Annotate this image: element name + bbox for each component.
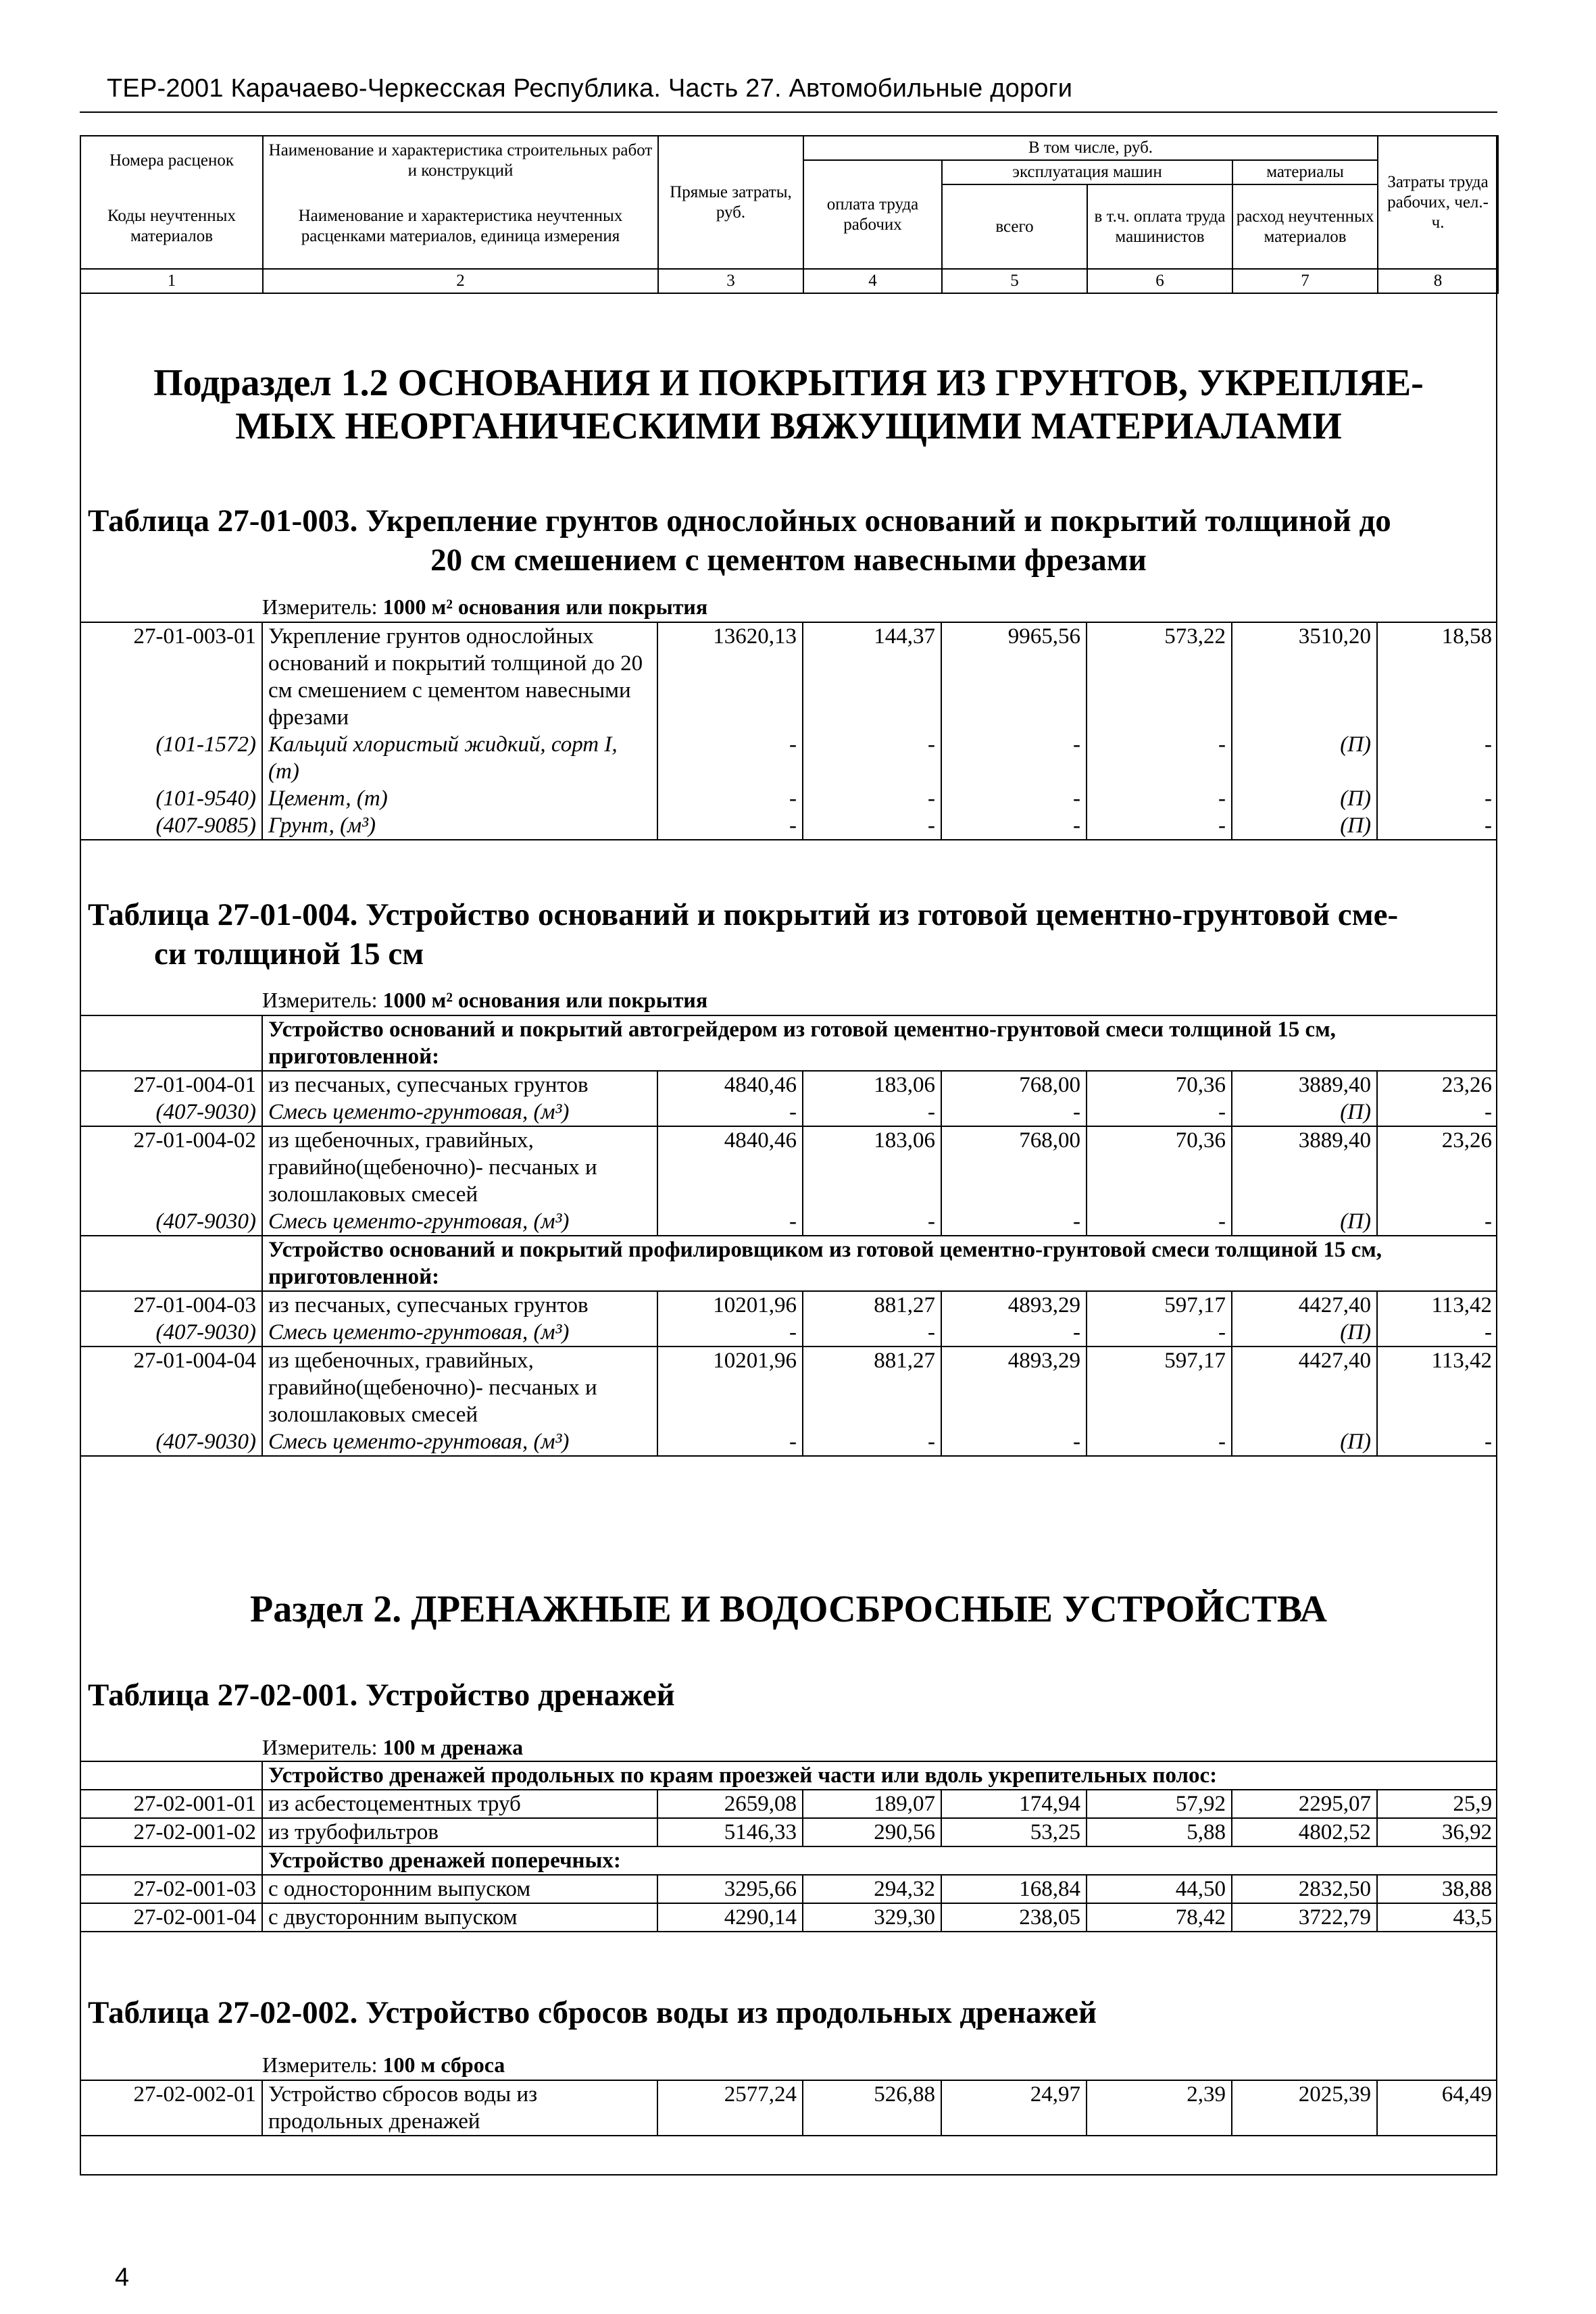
- row-value-c4: 526,88: [803, 2080, 941, 2136]
- table-201-title: [80, 1676, 1497, 1715]
- row-value-c7: 3889,40: [1232, 1071, 1377, 1099]
- row-value-c3: -: [657, 1428, 803, 1456]
- row-value-c3: -: [657, 1319, 803, 1347]
- row-value-c5: -: [941, 812, 1087, 840]
- table-row: [80, 1208, 1497, 1236]
- row-value-c5: -: [941, 785, 1087, 812]
- row-value-c4: 294,32: [803, 1875, 941, 1903]
- row-value-c5: 24,97: [941, 2080, 1087, 2136]
- row-code: 27-01-004-04: [80, 1347, 262, 1428]
- row-value-c8: 36,92: [1377, 1818, 1497, 1846]
- row-value-c6: 573,22: [1087, 622, 1232, 731]
- col-name: Наименование и характеристика строительных работ и конструкций: [263, 136, 658, 184]
- row-value-c6: 70,36: [1087, 1126, 1232, 1208]
- row-name: с двусторонним выпуском: [262, 1903, 657, 1932]
- table-003-title-line1: Таблица 27-01-003. Укрепление грунтов однослойных оснований и покрытий толщиной до: [88, 503, 1391, 538]
- measure-label: Измеритель:: [262, 2053, 383, 2077]
- col-labor: Затраты труда рабочих, чел.-ч.: [1378, 136, 1498, 269]
- col-num-8: 8: [1378, 269, 1498, 293]
- col-incl: В том числе, руб.: [803, 136, 1378, 160]
- row-value-c3: -: [657, 785, 803, 812]
- measure-value: 100 м сброса: [382, 2053, 505, 2077]
- row-code: 27-01-003-01: [80, 622, 262, 731]
- table-201-measure: [262, 1735, 523, 1760]
- row-value-c8: 25,9: [1377, 1790, 1497, 1818]
- row-value-c8: 38,88: [1377, 1875, 1497, 1903]
- row-name: из щебеночных, гравийных, гравийно(щебеночно)- песчаных и золошлаковых смесей: [262, 1126, 657, 1208]
- table-003-title: [80, 501, 1497, 580]
- row-value-c3: 13620,13: [657, 622, 803, 731]
- group-heading: Устройство оснований и покрытий профилировщиком из готовой цементно-грунтовой смеси толщиной 15 см, приготовленной:: [262, 1236, 1497, 1291]
- col-name2: Наименование и характеристика неучтенных расценками материалов, единица измерения: [263, 184, 658, 269]
- row-value-c5: 174,94: [941, 1790, 1087, 1818]
- row-value-c7: 3722,79: [1232, 1903, 1377, 1932]
- col-machines: эксплуатация машин: [942, 160, 1232, 184]
- row-value-c5: 9965,56: [941, 622, 1087, 731]
- row-value-c3: 4290,14: [657, 1903, 803, 1932]
- row-name: Цемент, (т): [262, 785, 657, 812]
- row-value-c5: 168,84: [941, 1875, 1087, 1903]
- section-2-heading: Раздел 2. ДРЕНАЖНЫЕ И ВОДОСБРОСНЫЕ УСТРОЙСТВА: [250, 1588, 1327, 1630]
- row-value-c4: 144,37: [803, 622, 941, 731]
- row-value-c7: (П): [1232, 1319, 1377, 1347]
- row-value-c8: -: [1485, 1100, 1493, 1124]
- table-row: [80, 1875, 1497, 1903]
- col-num-6: 6: [1087, 269, 1232, 293]
- row-value-c8: 113,42: [1377, 1347, 1497, 1428]
- table-row: [80, 1319, 1497, 1347]
- row-value-c4: -: [803, 1319, 941, 1347]
- table-201: [80, 1761, 1497, 1932]
- row-value-c7: 2295,07: [1232, 1790, 1377, 1818]
- header-rule: [80, 111, 1497, 113]
- row-value-c5: 4893,29: [941, 1291, 1087, 1319]
- row-value-c8: -: [1377, 1428, 1497, 1456]
- measure-value: 100 м дренажа: [382, 1735, 524, 1759]
- table-row: [80, 731, 1497, 785]
- row-value-c8: 23,26: [1377, 1071, 1497, 1099]
- row-value-c4: 189,07: [803, 1790, 941, 1818]
- row-code: 27-02-001-02: [80, 1818, 262, 1846]
- row-value-c3: 3295,66: [657, 1875, 803, 1903]
- row-value-c3: 2659,08: [657, 1790, 803, 1818]
- table-row: [80, 1347, 1497, 1428]
- row-name: Устройство сбросов воды из продольных дренажей: [262, 2080, 657, 2136]
- measure-label: Измеритель:: [262, 595, 383, 619]
- table-004-measure: [262, 988, 707, 1013]
- row-value-c6: 78,42: [1087, 1903, 1232, 1932]
- row-value-c5: -: [941, 731, 1087, 785]
- row-code: (407-9085): [80, 812, 262, 840]
- col-num-2: 2: [263, 269, 658, 293]
- row-code: (407-9030): [80, 1428, 262, 1456]
- row-value-c4: -: [803, 785, 941, 812]
- row-value-c7: (П): [1232, 785, 1377, 812]
- row-code: 27-02-001-01: [80, 1790, 262, 1818]
- row-value-c3: 10201,96: [657, 1291, 803, 1319]
- row-name: Смесь цементо-грунтовая, (м³): [262, 1319, 657, 1347]
- row-value-c6: 597,17: [1087, 1291, 1232, 1319]
- row-name: Смесь цементо-грунтовая, (м³): [262, 1099, 657, 1126]
- row-value-c4: 881,27: [803, 1291, 941, 1319]
- row-value-c7: 3510,20: [1232, 622, 1377, 731]
- row-value-c8: 64,49: [1377, 2080, 1497, 2136]
- table-003: [80, 622, 1497, 840]
- row-value-c6: 57,92: [1087, 1790, 1232, 1818]
- table-row: [80, 2080, 1497, 2136]
- row-value-c6: -: [1087, 1208, 1232, 1236]
- row-code: 27-02-001-03: [80, 1875, 262, 1903]
- table-row-spacer: [80, 1236, 262, 1291]
- row-value-c8: -: [1485, 732, 1492, 757]
- row-value-c4: -: [803, 731, 941, 785]
- col-numbers: Номера расценок: [80, 136, 263, 184]
- row-code: 27-01-004-03: [80, 1291, 262, 1319]
- row-value-c6: 2,39: [1087, 2080, 1232, 2136]
- row-value-c5: -: [941, 1099, 1087, 1126]
- row-name: из песчаных, супесчаных грунтов: [262, 1291, 657, 1319]
- row-value-c4: 290,56: [803, 1818, 941, 1846]
- col-num-3: 3: [658, 269, 803, 293]
- row-name: Смесь цементо-грунтовая, (м³): [262, 1208, 657, 1236]
- row-value-c7: (П): [1232, 1099, 1377, 1126]
- row-code: 27-02-002-01: [80, 2080, 262, 2136]
- row-value-c8: -: [1377, 812, 1497, 840]
- measure-label: Измеритель:: [262, 988, 383, 1012]
- row-name: из трубофильтров: [262, 1818, 657, 1846]
- table-202-title: [80, 1993, 1497, 2032]
- row-value-c6: -: [1087, 812, 1232, 840]
- row-value-c8: -: [1485, 1320, 1493, 1344]
- col-num-5: 5: [942, 269, 1087, 293]
- measure-value: 1000 м² основания или покрытия: [382, 988, 708, 1012]
- row-value-c4: -: [803, 1208, 941, 1236]
- table-004: [80, 1015, 1497, 1457]
- page-number: 4: [115, 2263, 130, 2292]
- col-direct: Прямые затраты, руб.: [658, 136, 803, 269]
- row-value-c7: 3889,40: [1232, 1126, 1377, 1208]
- row-code: (101-9540): [80, 785, 262, 812]
- row-name: из щебеночных, гравийных, гравийно(щебеночно)- песчаных и золошлаковых смесей: [262, 1347, 657, 1428]
- row-value-c7: 4427,40: [1232, 1347, 1377, 1428]
- row-value-c5: 768,00: [941, 1071, 1087, 1099]
- row-value-c6: -: [1087, 1099, 1232, 1126]
- row-name: Грунт, (м³): [262, 812, 657, 840]
- row-value-c5: 768,00: [941, 1126, 1087, 1208]
- col-num-7: 7: [1232, 269, 1378, 293]
- running-title: ТЕР-2001 Карачаево-Черкесская Республика. Часть 27. Автомобильные дороги: [107, 74, 1073, 103]
- row-value-c7: (П): [1232, 812, 1377, 840]
- row-code: 27-02-001-04: [80, 1903, 262, 1932]
- row-value-c5: 53,25: [941, 1818, 1087, 1846]
- row-value-c3: -: [657, 1099, 803, 1126]
- table-003-measure: [262, 595, 707, 620]
- row-code: (101-1572): [80, 731, 262, 785]
- table-201-title-text: Таблица 27-02-001. Устройство дренажей: [88, 1678, 675, 1713]
- row-value-c8: 43,5: [1377, 1903, 1497, 1932]
- subsection-heading-line1: Подраздел 1.2 ОСНОВАНИЯ И ПОКРЫТИЯ ИЗ ГРУНТОВ, УКРЕПЛЯЕ-: [153, 362, 1424, 404]
- row-value-c6: 44,50: [1087, 1875, 1232, 1903]
- row-value-c4: -: [803, 1428, 941, 1456]
- row-value-c8: 23,26: [1377, 1126, 1497, 1208]
- row-value-c3: 4840,46: [657, 1071, 803, 1099]
- row-value-c3: -: [657, 1208, 803, 1236]
- col-codes: Коды неучтенных материалов: [80, 184, 263, 269]
- table-row: [80, 785, 1497, 812]
- row-value-c7: (П): [1232, 1208, 1377, 1236]
- col-wages: оплата труда рабочих: [803, 160, 942, 269]
- col-num-4: 4: [803, 269, 942, 293]
- table-004-title-line1: Таблица 27-01-004. Устройство оснований и покрытий из готовой цементно-грунтовой сме-: [88, 897, 1399, 932]
- table-row-spacer: [80, 1846, 262, 1875]
- row-value-c5: -: [941, 1428, 1087, 1456]
- measure-value: 1000 м² основания или покрытия: [382, 595, 708, 619]
- row-code: (407-9030): [80, 1319, 262, 1347]
- row-name: Укрепление грунтов однослойных оснований и покрытий толщиной до 20 см смешением с цементом навесными фрезами: [262, 622, 657, 731]
- row-value-c3: 2577,24: [657, 2080, 803, 2136]
- row-code: (407-9030): [80, 1208, 262, 1236]
- table-row: [80, 1071, 1497, 1099]
- table-004-title: [80, 895, 1497, 974]
- row-value-c7: 2832,50: [1232, 1875, 1377, 1903]
- row-value-c5: -: [941, 1208, 1087, 1236]
- row-value-c4: 183,06: [803, 1126, 941, 1208]
- row-value-c3: 4840,46: [657, 1126, 803, 1208]
- group-heading: Устройство дренажей поперечных:: [262, 1846, 1497, 1875]
- row-code: (407-9030): [80, 1099, 262, 1126]
- row-value-c4: -: [803, 812, 941, 840]
- group-heading: Устройство дренажей продольных по краям проезжей части или вдоль укрепительных полос:: [262, 1761, 1497, 1790]
- row-value-c3: 5146,33: [657, 1818, 803, 1846]
- table-row: [80, 1818, 1497, 1846]
- row-value-c5: 4893,29: [941, 1347, 1087, 1428]
- table-row: [80, 622, 1497, 731]
- subsection-heading: [80, 361, 1497, 448]
- row-value-c7: 4427,40: [1232, 1291, 1377, 1319]
- col-num-1: 1: [80, 269, 263, 293]
- row-value-c3: -: [657, 731, 803, 785]
- row-name: из песчаных, супесчаных грунтов: [262, 1071, 657, 1099]
- table-row: [80, 1291, 1497, 1319]
- row-value-c5: -: [941, 1319, 1087, 1347]
- row-name: с односторонним выпуском: [262, 1875, 657, 1903]
- table-004-title-line2: си толщиной 15 см: [154, 936, 424, 972]
- table-row: [80, 1903, 1497, 1932]
- subsection-heading-line2: МЫХ НЕОРГАНИЧЕСКИМИ ВЯЖУЩИМИ МАТЕРИАЛАМИ: [235, 405, 1342, 447]
- row-value-c7: 4802,52: [1232, 1818, 1377, 1846]
- row-value-c6: -: [1087, 731, 1232, 785]
- row-value-c6: 70,36: [1087, 1071, 1232, 1099]
- col-materials: материалы: [1232, 160, 1378, 184]
- row-value-c4: 183,06: [803, 1071, 941, 1099]
- row-value-c6: 5,88: [1087, 1818, 1232, 1846]
- table-202-measure: [262, 2053, 505, 2078]
- row-name: Кальций хлористый жидкий, сорт I, (т): [262, 731, 657, 785]
- row-value-c6: -: [1087, 1319, 1232, 1347]
- row-value-c5: 238,05: [941, 1903, 1087, 1932]
- row-value-c6: 597,17: [1087, 1347, 1232, 1428]
- table-row-spacer: [80, 1015, 262, 1071]
- table-row: [80, 1099, 1497, 1126]
- column-header: [80, 135, 1499, 294]
- row-value-c7: (П): [1232, 1428, 1377, 1456]
- col-mat-unacc: расход неучтенных материалов: [1232, 184, 1378, 269]
- col-mach-wages: в т.ч. оплата труда машинистов: [1087, 184, 1232, 269]
- measure-label: Измеритель:: [262, 1735, 383, 1759]
- group-heading: Устройство оснований и покрытий автогрейдером из готовой цементно-грунтовой смеси толщиной 15 см, приготовленной:: [262, 1015, 1497, 1071]
- row-name: Смесь цементо-грунтовая, (м³): [262, 1428, 657, 1456]
- table-row: [80, 812, 1497, 840]
- row-value-c8: 113,42: [1377, 1291, 1497, 1319]
- row-value-c4: 881,27: [803, 1347, 941, 1428]
- table-row-spacer: [80, 1761, 262, 1790]
- table-202: [80, 2080, 1497, 2136]
- row-value-c3: -: [657, 812, 803, 840]
- table-003-title-line2: 20 см смешением с цементом навесными фрезами: [430, 543, 1147, 578]
- table-row: [80, 1126, 1497, 1208]
- row-value-c7: (П): [1232, 731, 1377, 785]
- table-202-title-text: Таблица 27-02-002. Устройство сбросов воды из продольных дренажей: [88, 1995, 1097, 2030]
- table-row: [80, 1428, 1497, 1456]
- row-value-c8: -: [1485, 786, 1492, 811]
- row-name: из асбестоцементных труб: [262, 1790, 657, 1818]
- row-value-c6: -: [1087, 785, 1232, 812]
- row-value-c3: 10201,96: [657, 1347, 803, 1428]
- row-value-c8: -: [1485, 1209, 1493, 1234]
- row-code: 27-01-004-02: [80, 1126, 262, 1208]
- row-value-c7: 2025,39: [1232, 2080, 1377, 2136]
- row-code: 27-01-004-01: [80, 1071, 262, 1099]
- row-value-c4: -: [803, 1099, 941, 1126]
- row-value-c6: -: [1087, 1428, 1232, 1456]
- row-value-c4: 329,30: [803, 1903, 941, 1932]
- row-value-c8: 18,58: [1377, 622, 1497, 731]
- col-mach-total: всего: [942, 184, 1087, 269]
- table-row: [80, 1790, 1497, 1818]
